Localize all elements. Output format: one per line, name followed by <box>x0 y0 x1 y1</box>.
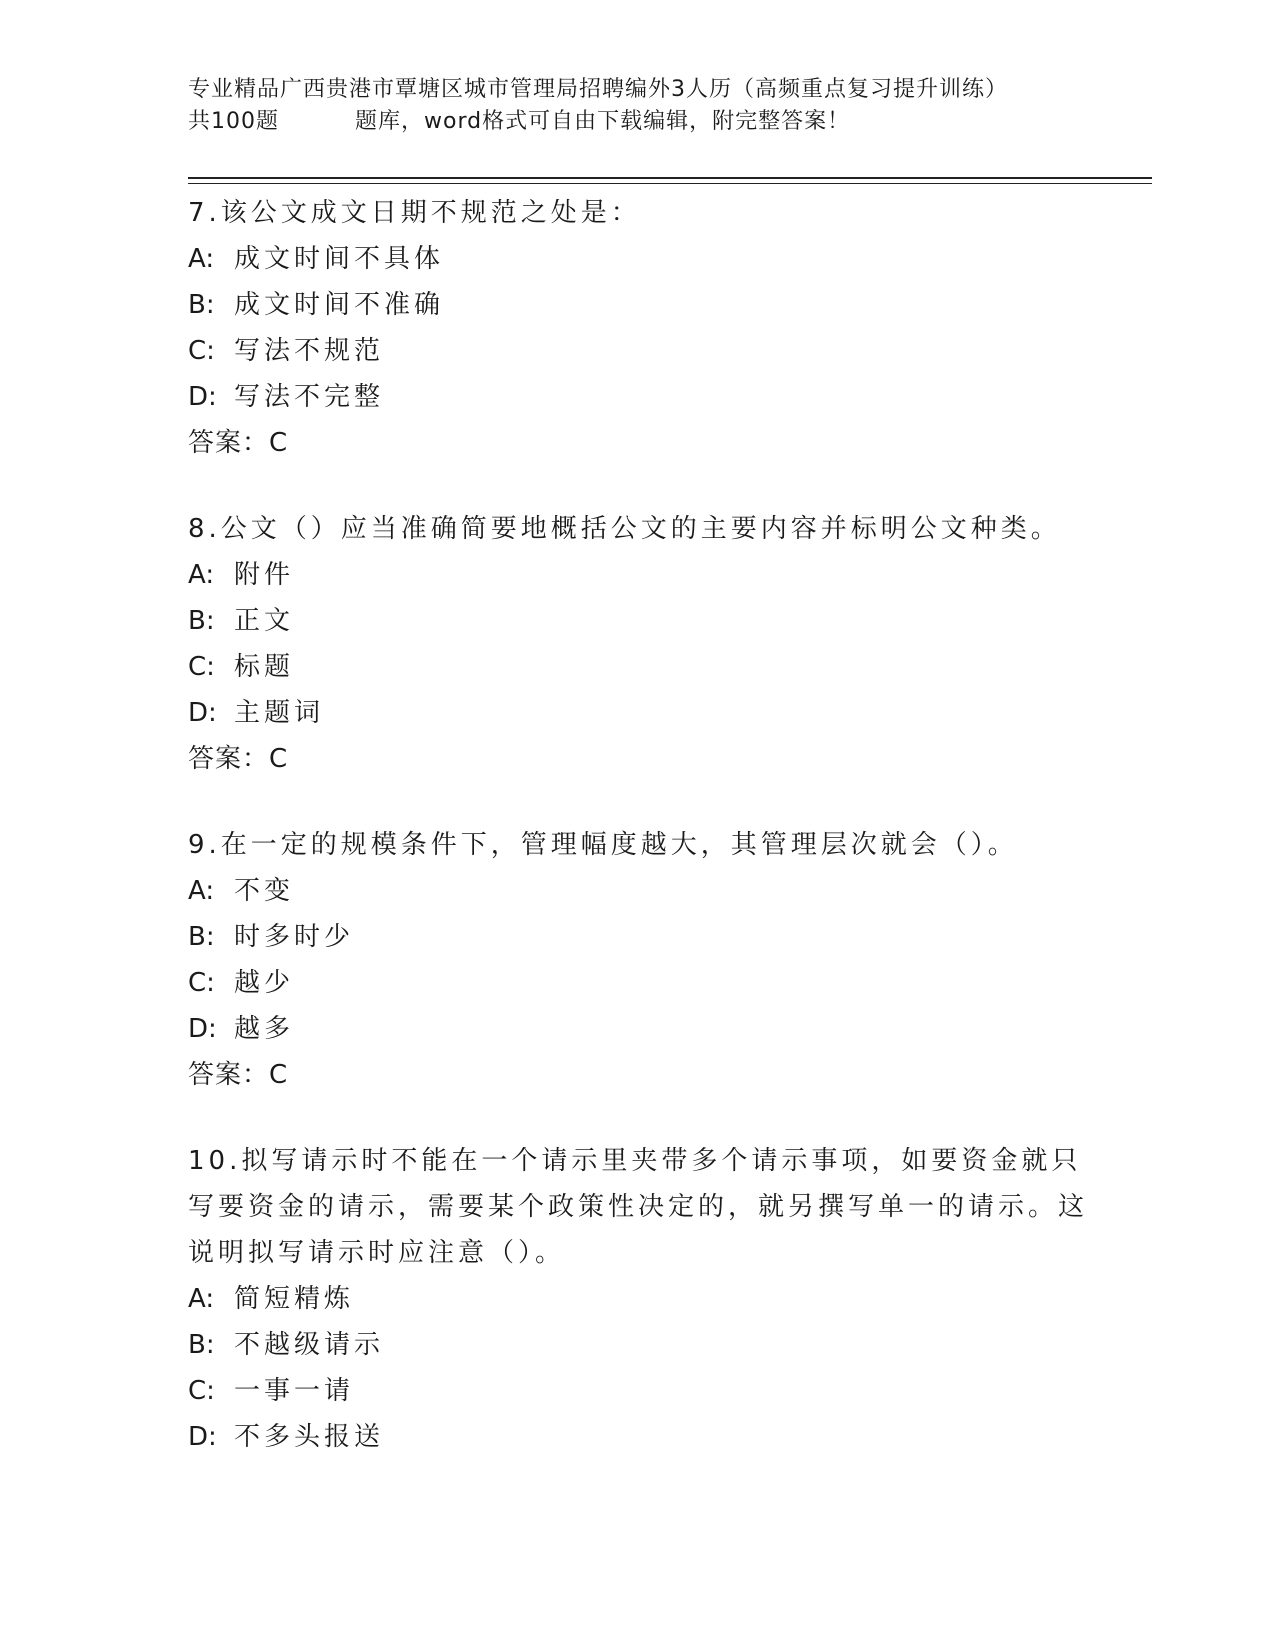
question-item <box>188 1138 1108 1460</box>
question-option <box>188 1276 1108 1322</box>
option-text: 一事一请 <box>234 1376 355 1406</box>
question-option <box>188 1414 1108 1460</box>
question-option <box>188 960 1108 1006</box>
question-answer: 答案：C <box>188 428 289 458</box>
option-text: 越多 <box>234 1014 295 1044</box>
header-divider-thick <box>188 177 1152 179</box>
option-key: A: <box>188 1284 215 1314</box>
question-option <box>188 598 1108 644</box>
question-option <box>188 328 1108 374</box>
question-option <box>188 282 1108 328</box>
header-description: 题库，word格式可自由下载编辑，附完整答案！ <box>355 109 851 134</box>
option-key: A: <box>188 560 215 590</box>
header-title-line: 专业精品广西贵港市覃塘区城市管理局招聘编外3人历（高频重点复习提升训练） <box>188 77 1008 102</box>
question-answer: 答案：C <box>188 744 289 774</box>
option-key: C: <box>188 652 215 682</box>
header-subtitle-line <box>188 106 1088 138</box>
option-text: 写法不完整 <box>234 382 385 412</box>
option-key: C: <box>188 968 215 998</box>
option-key: B: <box>188 290 215 320</box>
option-key: D: <box>188 1014 217 1044</box>
question-stem: 7.该公文成文日期不规范之处是： <box>188 198 641 228</box>
option-text: 成文时间不具体 <box>234 244 445 274</box>
option-key: B: <box>188 922 215 952</box>
option-key: B: <box>188 606 215 636</box>
question-option <box>188 236 1108 282</box>
question-option <box>188 644 1108 690</box>
header-question-count: 共100题 <box>188 109 279 134</box>
question-stem: 8.公文（）应当准确简要地概括公文的主要内容并标明公文种类。 <box>188 514 1061 544</box>
question-option <box>188 868 1108 914</box>
question-item <box>188 506 1108 782</box>
option-text: 简短精炼 <box>234 1284 355 1314</box>
document-header <box>188 74 1088 138</box>
option-text: 成文时间不准确 <box>234 290 445 320</box>
option-text: 标题 <box>234 652 295 682</box>
option-key: D: <box>188 382 217 412</box>
option-key: A: <box>188 244 215 274</box>
option-text: 正文 <box>234 606 295 636</box>
question-option <box>188 374 1108 420</box>
question-option <box>188 1006 1108 1052</box>
question-option <box>188 914 1108 960</box>
option-text: 时多时少 <box>234 922 355 952</box>
question-option <box>188 1322 1108 1368</box>
question-stem: 10.拟写请示时不能在一个请示里夹带多个请示事项，如要资金就只写要资金的请示，需要某个政策性决定的，就另撰写单一的请示。这说明拟写请示时应注意（）。 <box>188 1146 1089 1268</box>
option-key: D: <box>188 1422 217 1452</box>
question-item <box>188 190 1108 466</box>
question-answer: 答案：C <box>188 1060 289 1090</box>
option-text: 越少 <box>234 968 295 998</box>
option-key: C: <box>188 1376 215 1406</box>
header-divider-thin <box>188 183 1152 184</box>
option-key: D: <box>188 698 217 728</box>
option-text: 不变 <box>234 876 295 906</box>
question-stem: 9.在一定的规模条件下，管理幅度越大，其管理层次就会（）。 <box>188 830 1018 860</box>
option-text: 不多头报送 <box>234 1422 385 1452</box>
option-key: B: <box>188 1330 215 1360</box>
option-text: 附件 <box>234 560 295 590</box>
question-option <box>188 1368 1108 1414</box>
option-text: 不越级请示 <box>234 1330 385 1360</box>
question-option <box>188 690 1108 736</box>
question-list <box>188 190 1108 1460</box>
option-key: C: <box>188 336 215 366</box>
option-key: A: <box>188 876 215 906</box>
question-option <box>188 552 1108 598</box>
question-item <box>188 822 1108 1098</box>
option-text: 主题词 <box>234 698 325 728</box>
option-text: 写法不规范 <box>234 336 385 366</box>
